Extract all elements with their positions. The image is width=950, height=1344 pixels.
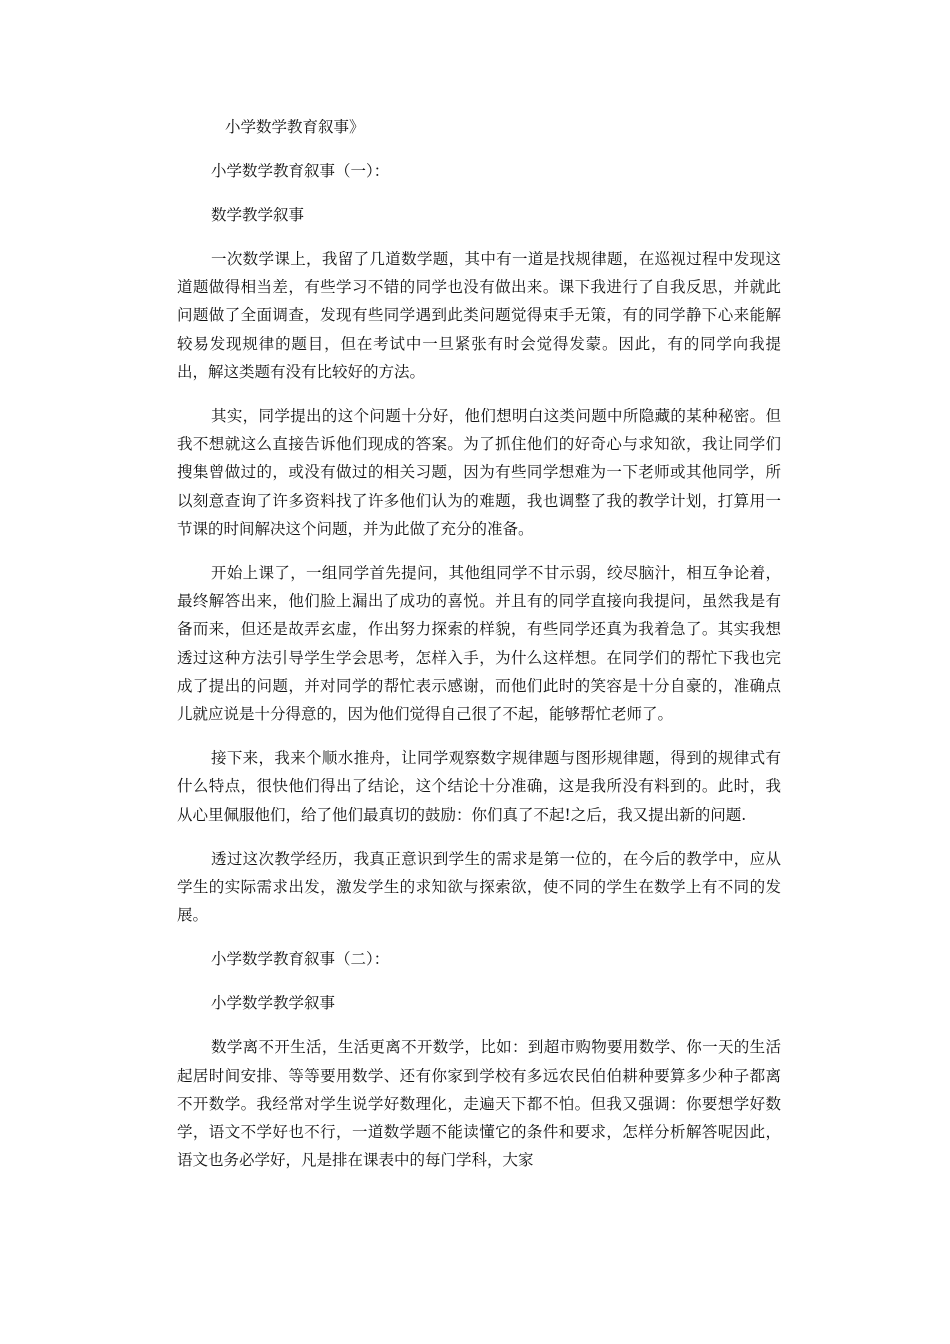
section-heading-2: 小学数学教育叙事（二）： <box>211 950 390 969</box>
paragraph: 接下来，我来个顺水推舟，让同学观察数字规律题与图形规律题，得到的规律式有什么特点，很快他们得出了结论，这个结论十分准确，这是我所没有料到的。此时，我从心里佩服他们，给了他们最真切的鼓励：你们真了不起!之后，我又提出新的问题. <box>177 749 781 824</box>
section-heading-1: 小学数学教育叙事（一）： <box>211 162 390 180</box>
section-subheading-2: 小学数学教学叙事 <box>211 994 336 1013</box>
section-subheading-1: 数学教学叙事 <box>211 206 305 224</box>
paragraph: 透过这次教学经历，我真正意识到学生的需求是第一位的，在今后的教学中，应从学生的实际需求出发，激发学生的求知欲与探索欲，使不同的学生在数学上有不同的发展。 <box>177 849 781 925</box>
document-title: 小学数学教育叙事》 <box>225 118 365 136</box>
paragraph: 开始上课了，一组同学首先提问，其他组同学不甘示弱，绞尽脑汁，相互争论着，最终解答出来，他们脸上漏出了成功的喜悦。并且有的同学直接向我提问，虽然我是有备而来，但还是故弄玄虚，作出努力探索的样貌，有些同学还真为我着急了。其实我想透过这种方法引导学生学会思考，怎样入手，为什么这样想。在同学们的帮忙下我也完成了提出的问题，并对同学的帮忙表示感谢，而他们此时的笑容是十分自豪的，准确点儿就应说是十分得意的，因为他们觉得自己很了不起，能够帮忙老师了。 <box>177 564 781 724</box>
paragraph: 数学离不开生活，生活更离不开数学，比如：到超市购物要用数学、你一天的生活起居时间安排、等等要用数学、还有你家到学校有多远农民伯伯耕种要算多少种子都离不开数学。我经常对学生说学好数理化，走遍天下都不怕。但我又强调：你要想学好数学，语文不学好也不行，一道数学题不能读懂它的条件和要求，怎样分析解答呢因此，语文也务必学好，凡是排在课表中的每门学科，大家 <box>177 1038 781 1170</box>
paragraph: 其实，同学提出的这个问题十分好，他们想明白这类问题中所隐藏的某种秘密。但我不想就这么直接告诉他们现成的答案。为了抓住他们的好奇心与求知欲，我让同学们搜集曾做过的，或没有做过的相关习题，因为有些同学想难为一下老师或其他同学，所以刻意查询了许多资料找了许多他们认为的难题，我也调整了我的教学计划，打算用一节课的时间解决这个问题，并为此做了充分的准备。 <box>177 407 781 538</box>
document-body <box>177 113 781 1190</box>
paragraph: 一次数学课上，我留了几道数学题，其中有一道是找规律题，在巡视过程中发现这道题做得相当差，有些学习不错的同学也没有做出来。课下我进行了自我反思，并就此问题做了全面调查，发现有些同学遇到此类问题觉得束手无策，有的同学静下心来能解较易发现规律的题目，但在考试中一旦紧张有时会觉得发蒙。因此，有的同学向我提出，解这类题有没有比较好的方法。 <box>177 250 781 381</box>
